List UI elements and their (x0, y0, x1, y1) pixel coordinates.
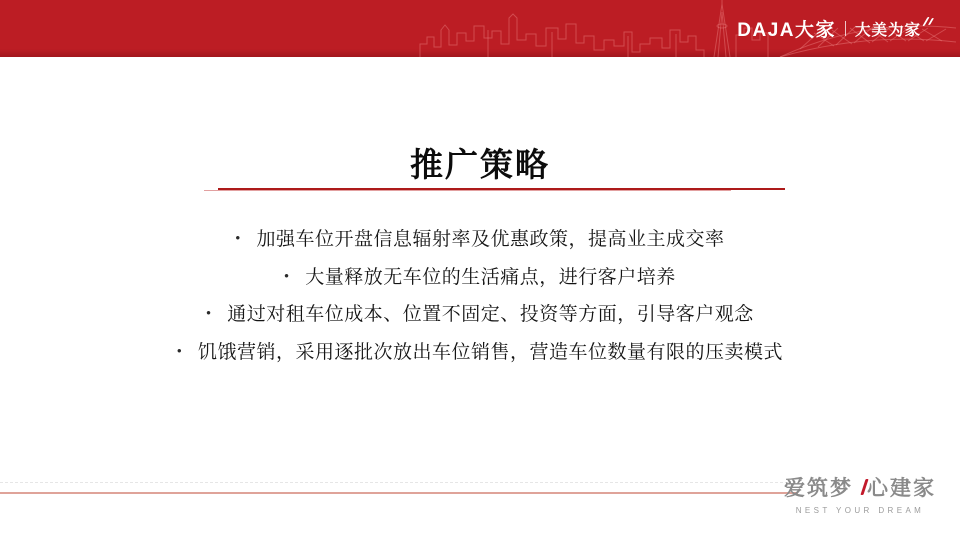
list-item (0, 257, 960, 295)
bullet-list (0, 219, 960, 369)
list-item (0, 294, 960, 332)
bullet-text: 通过对租车位成本、位置不固定、投资等方面，引导客户观念 (227, 304, 754, 326)
footer-logo-chinese (784, 472, 936, 502)
brand-logo-primary: DAJA大家 (737, 20, 836, 41)
page-title: 推广策略 (410, 146, 550, 183)
footer-accent-line (0, 492, 798, 494)
list-item (0, 332, 960, 370)
bullet-text: 饥饿营销，采用逐批次放出车位销售，营造车位数量有限的压卖模式 (198, 341, 784, 363)
logo-divider (845, 21, 846, 36)
footer-logo (784, 472, 936, 515)
bullet-icon: • (284, 267, 290, 283)
footer-logo-left: 爱筑梦 (784, 477, 853, 500)
bullet-text: 大量释放无车位的生活痛点，进行客户培养 (305, 266, 676, 288)
title-underline-shadow (204, 190, 731, 191)
brand-logo (737, 0, 934, 57)
footer-logo-right: 心建家 (867, 477, 936, 500)
bullet-icon: • (235, 230, 241, 246)
flourish-icon (923, 17, 934, 31)
footer-dashed-divider (0, 482, 788, 483)
bullet-text: 加强车位开盘信息辐射率及优惠政策，提高业主成交率 (256, 229, 725, 251)
brand-logo-secondary: 大美为家 (854, 21, 921, 39)
list-item (0, 219, 960, 257)
footer-logo-tagline: NEST YOUR DREAM (795, 506, 925, 515)
header-band (0, 0, 960, 57)
bullet-icon: • (206, 305, 212, 321)
bullet-icon: • (176, 342, 183, 358)
